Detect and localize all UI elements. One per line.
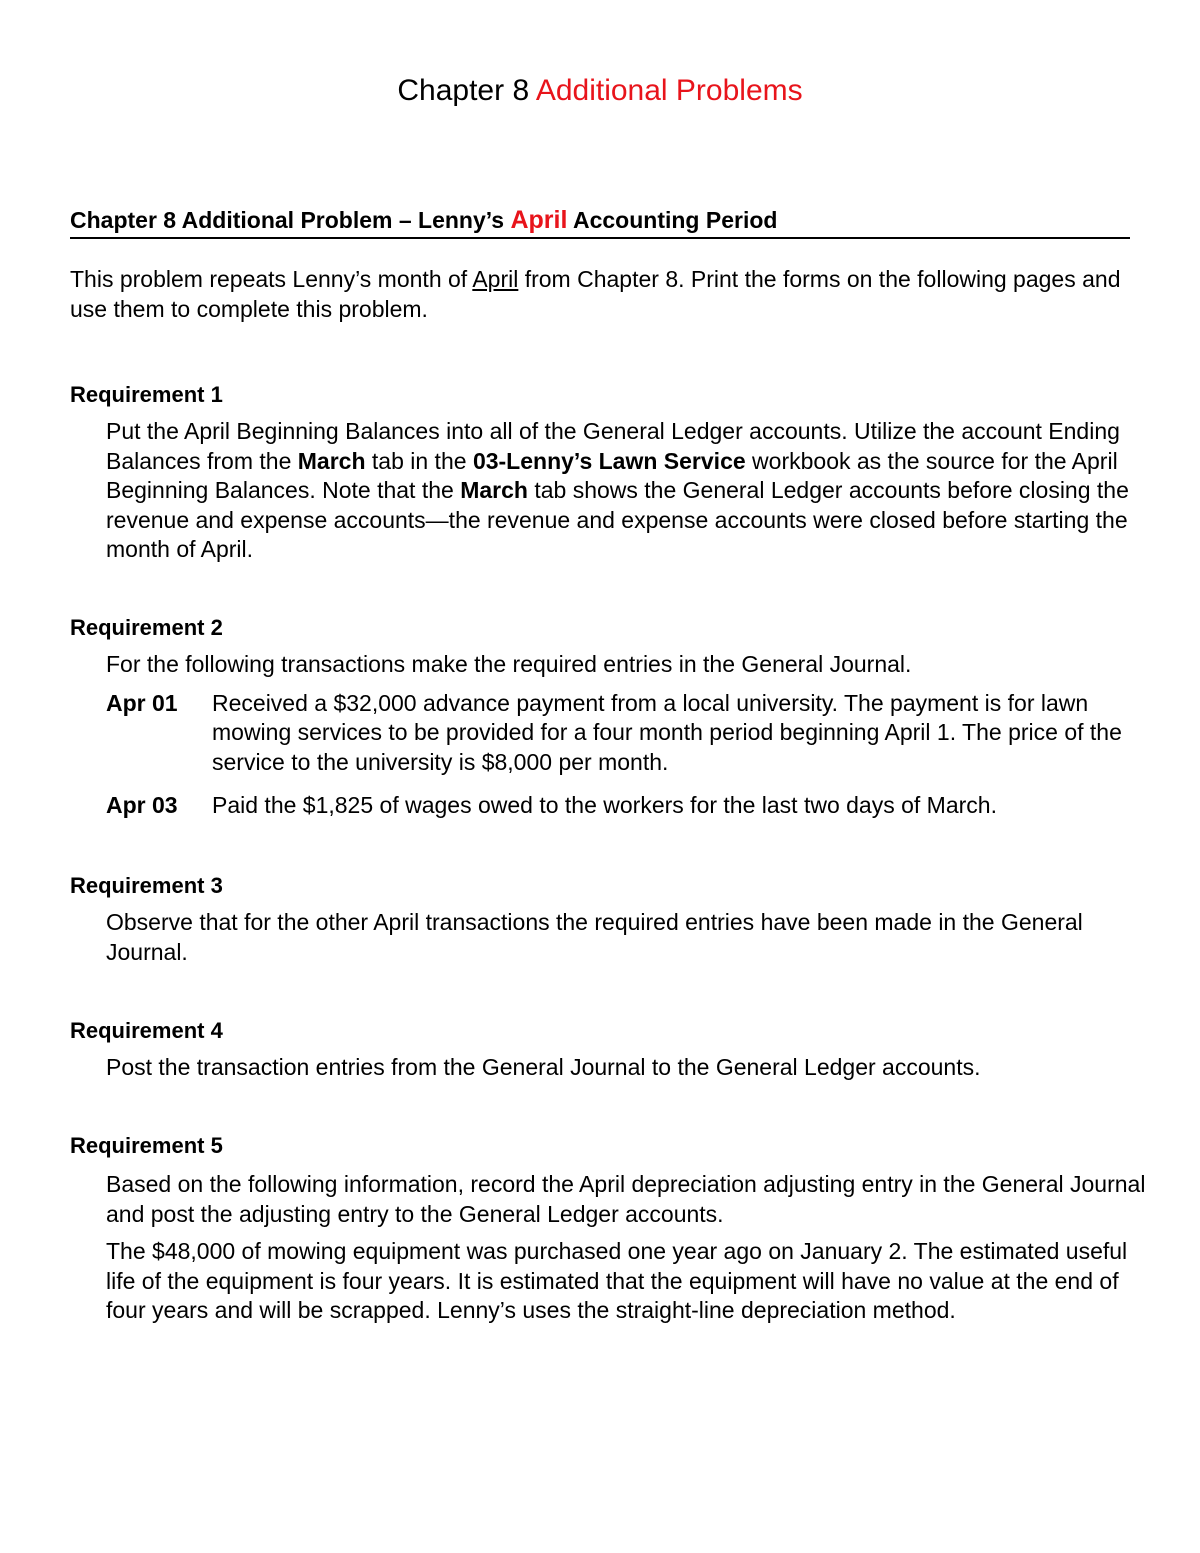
requirement-body: Post the transaction entries from the General Journal to the General Ledger accounts. — [106, 1054, 981, 1080]
requirement-body: Based on the following information, record the April depreciation adjusting entry in the General Journal and post the adjusting entry to the General Ledger accounts. — [106, 1171, 1146, 1227]
req1-bold-march: March — [297, 447, 366, 474]
intro-text-end: from Chapter 8. Print the forms on the following pages and use them to complete this problem. — [70, 266, 1121, 322]
transaction-text: Received a $32,000 advance payment from a local university. The payment is for lawn mowing services to be provided for a four month period beginning April 1. The price of the service to the university is $8,000 per month. — [212, 689, 1122, 775]
requirement-4 — [70, 1016, 1150, 1083]
requirement-heading: Requirement 1 — [70, 382, 223, 407]
requirement-5 — [70, 1131, 1150, 1326]
intro-text-start: This problem repeats Lenny’s month of — [70, 266, 468, 292]
requirement-body — [106, 417, 1150, 565]
title-chapter: Chapter 8 — [397, 74, 530, 107]
requirement-body: Observe that for the other April transactions the required entries have been made in the General Journal. — [106, 909, 1083, 965]
transaction-date: Apr 03 — [106, 792, 178, 818]
requirement-heading: Requirement 3 — [70, 873, 223, 898]
requirement-2 — [70, 613, 1150, 821]
title-highlight: Additional Problems — [535, 74, 803, 107]
problem-heading-month: April — [510, 206, 568, 234]
problem-heading-end: Accounting Period — [572, 207, 778, 233]
req1-text-3: workbook as the source for the April Beginning Balances. Note that the — [106, 447, 1118, 503]
requirement-heading: Requirement 2 — [70, 615, 223, 640]
requirement-heading: Requirement 4 — [70, 1018, 223, 1043]
transaction-date: Apr 01 — [106, 689, 178, 716]
problem-heading — [70, 205, 1130, 239]
req1-bold-march-2: March — [460, 477, 528, 503]
requirement-3 — [70, 871, 1150, 967]
problem-heading-start: Chapter 8 Additional Problem – Lenny’s — [70, 207, 505, 233]
requirement-detail: The $48,000 of mowing equipment was purchased one year ago on January 2. The estimated useful life of the equipment is four years. It is estimated that the equipment will have no value at the end of four years and will be scrapped. Lenny’s uses the straight-line depreciation method. — [106, 1238, 1128, 1323]
req1-text-1: Put the April Beginning Balances into all of the General Ledger accounts. Utilize the account Ending Balances from the — [106, 418, 1120, 474]
req1-text-2: tab in the — [371, 447, 467, 474]
req1-bold-workbook: 03-Lenny’s Lawn Service — [472, 447, 746, 474]
requirement-heading: Requirement 5 — [70, 1133, 223, 1158]
intro-paragraph — [70, 264, 1140, 324]
transaction-text: Paid the $1,825 of wages owed to the workers for the last two days of March. — [212, 792, 997, 818]
transaction-row — [106, 689, 1150, 778]
req1-text-4: tab shows the General Ledger accounts before closing the revenue and expense accounts—the revenue and expense accounts were closed before starting the month of April. — [106, 477, 1129, 562]
requirement-body: For the following transactions make the required entries in the General Journal. — [106, 651, 912, 677]
intro-month-underlined: April — [472, 266, 519, 292]
requirement-1 — [70, 380, 1150, 565]
transaction-row — [106, 791, 1150, 821]
page-title — [0, 72, 1200, 110]
